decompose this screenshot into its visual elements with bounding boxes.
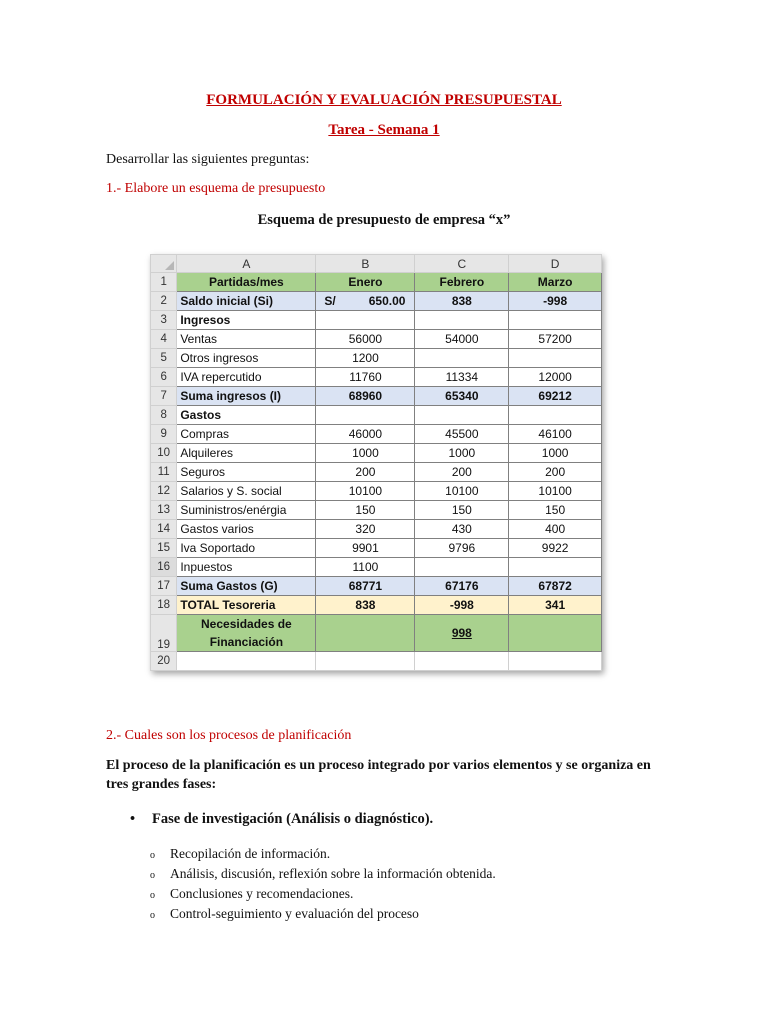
spreadsheet-image [150, 254, 602, 671]
row-label: Saldo inicial (Si) [177, 292, 316, 311]
column-header-row [151, 255, 602, 273]
empty-cell [415, 652, 509, 671]
label-line: Financiación [209, 635, 284, 649]
sub-list-item [150, 886, 353, 902]
row-number: 11 [151, 463, 177, 482]
paragraph: El proceso de la planificación es un proceso integrado por varios elementos y se organiza en tres grandes fases: [106, 758, 651, 792]
sub-item-text: Recopilación de información. [170, 846, 331, 861]
row-number: 9 [151, 425, 177, 444]
value-cell: 150 [415, 501, 509, 520]
row-label [177, 615, 316, 652]
document-title: FORMULACIÓN Y EVALUACIÓN PRESUPUESTAL [206, 92, 562, 108]
section-label: Gastos [177, 406, 316, 425]
saldo-enero-value: 650.00 [368, 294, 406, 308]
row-label: Inpuestos [177, 558, 316, 577]
value-cell: 320 [316, 520, 415, 539]
row-label: Iva Soportado [177, 539, 316, 558]
table-row [151, 615, 602, 652]
header-cell: Febrero [415, 273, 509, 292]
value-cell: 56000 [316, 330, 415, 349]
value-cell: 9796 [415, 539, 509, 558]
header-cell: Enero [316, 273, 415, 292]
section-label: Ingresos [177, 311, 316, 330]
row-number: 15 [151, 539, 177, 558]
table-row [151, 501, 602, 520]
value-cell: 46000 [316, 425, 415, 444]
select-all-corner [151, 255, 177, 273]
table-row [151, 273, 602, 292]
value-cell: 200 [509, 463, 602, 482]
row-number: 16 [151, 558, 177, 577]
value-cell: 200 [415, 463, 509, 482]
table-row [151, 330, 602, 349]
empty-cell [509, 311, 602, 330]
empty-cell [316, 652, 415, 671]
row-label: Ventas [177, 330, 316, 349]
table-row [151, 652, 602, 671]
sub-item-text: Conclusiones y recomendaciones. [170, 886, 354, 901]
column-letter: B [316, 255, 415, 273]
value-cell: 45500 [415, 425, 509, 444]
bullet-icon: • [130, 811, 136, 827]
column-letter: A [177, 255, 316, 273]
budget-scheme-title: Esquema de presupuesto de empresa “x” [257, 212, 511, 228]
sub-item-text: Control-seguimiento y evaluación del proceso [170, 906, 419, 921]
row-label: Salarios y S. social [177, 482, 316, 501]
table-row [151, 406, 602, 425]
value-cell: 838 [415, 292, 509, 311]
value-cell: 68960 [316, 387, 415, 406]
table-row [151, 311, 602, 330]
row-label: TOTAL Tesoreria [177, 596, 316, 615]
row-label: Otros ingresos [177, 349, 316, 368]
table-row [151, 539, 602, 558]
value-cell: 838 [316, 596, 415, 615]
row-number: 1 [151, 273, 177, 292]
value-cell [509, 558, 602, 577]
row-number: 19 [151, 615, 177, 652]
value-cell: 9901 [316, 539, 415, 558]
row-label: Seguros [177, 463, 316, 482]
value-cell: 430 [415, 520, 509, 539]
sub-list-item [150, 866, 496, 882]
row-number: 7 [151, 387, 177, 406]
row-label: Suma ingresos (I) [177, 387, 316, 406]
row-number: 18 [151, 596, 177, 615]
value-cell: 150 [316, 501, 415, 520]
value-cell: 998 [415, 615, 509, 652]
table-row [151, 387, 602, 406]
row-number: 12 [151, 482, 177, 501]
sub-item-text: Análisis, discusión, reflexión sobre la información obtenida. [170, 866, 496, 881]
value-cell: 57200 [509, 330, 602, 349]
row-number: 17 [151, 577, 177, 596]
header-cell: Partidas/mes [177, 273, 316, 292]
empty-cell [415, 406, 509, 425]
value-cell: 67872 [509, 577, 602, 596]
saldo-enero-cell [316, 292, 415, 311]
empty-cell [316, 406, 415, 425]
value-cell: 1100 [316, 558, 415, 577]
value-cell: 54000 [415, 330, 509, 349]
empty-cell [316, 615, 415, 652]
table-row [151, 482, 602, 501]
empty-cell [415, 311, 509, 330]
row-number: 13 [151, 501, 177, 520]
value-cell: 1000 [316, 444, 415, 463]
value-cell: 10100 [316, 482, 415, 501]
table-row [151, 463, 602, 482]
sub-list-item [150, 846, 330, 862]
table-row [151, 444, 602, 463]
row-number: 20 [151, 652, 177, 671]
table-row [151, 577, 602, 596]
bullet-text: Fase de investigación (Análisis o diagnóstico). [152, 811, 434, 827]
row-number: 8 [151, 406, 177, 425]
row-number: 4 [151, 330, 177, 349]
row-number: 2 [151, 292, 177, 311]
value-cell: 10100 [509, 482, 602, 501]
value-cell: 46100 [509, 425, 602, 444]
value-cell [415, 349, 509, 368]
value-cell: 150 [509, 501, 602, 520]
circle-bullet-icon: o [150, 910, 155, 921]
value-cell: 10100 [415, 482, 509, 501]
row-number: 10 [151, 444, 177, 463]
value-cell: 12000 [509, 368, 602, 387]
value-cell: 200 [316, 463, 415, 482]
empty-cell [509, 652, 602, 671]
document-subtitle: Tarea - Semana 1 [328, 122, 440, 138]
label-line: Necesidades de [201, 617, 292, 631]
row-label: Compras [177, 425, 316, 444]
value-cell: 400 [509, 520, 602, 539]
value-cell: -998 [415, 596, 509, 615]
circle-bullet-icon: o [150, 890, 155, 901]
value-cell: 1000 [509, 444, 602, 463]
column-letter: C [415, 255, 509, 273]
value-cell: 67176 [415, 577, 509, 596]
intro-text: Desarrollar las siguientes preguntas: [106, 152, 310, 167]
currency-symbol: S/ [324, 294, 336, 308]
empty-cell [177, 652, 316, 671]
question-1-heading: 1.- Elabore un esquema de presupuesto [106, 181, 326, 196]
value-cell: -998 [509, 292, 602, 311]
row-label: Gastos varios [177, 520, 316, 539]
row-number: 14 [151, 520, 177, 539]
table-row [151, 368, 602, 387]
empty-cell [509, 406, 602, 425]
value-cell: 11760 [316, 368, 415, 387]
table-row [151, 349, 602, 368]
row-number: 6 [151, 368, 177, 387]
value-cell [509, 349, 602, 368]
sub-list-item [150, 906, 419, 922]
table-row [151, 425, 602, 444]
value-cell: 1000 [415, 444, 509, 463]
empty-cell [316, 311, 415, 330]
table-row [151, 520, 602, 539]
row-number: 3 [151, 311, 177, 330]
row-label: Suministros/enérgia [177, 501, 316, 520]
header-cell: Marzo [509, 273, 602, 292]
column-letter: D [509, 255, 602, 273]
row-number: 5 [151, 349, 177, 368]
table-row [151, 558, 602, 577]
empty-cell [509, 615, 602, 652]
value-cell [415, 558, 509, 577]
value-cell: 69212 [509, 387, 602, 406]
value-cell: 341 [509, 596, 602, 615]
circle-bullet-icon: o [150, 870, 155, 881]
value-cell: 1200 [316, 349, 415, 368]
circle-bullet-icon: o [150, 850, 155, 861]
table-row [151, 292, 602, 311]
row-label: Suma Gastos (G) [177, 577, 316, 596]
budget-table [150, 254, 602, 671]
question-2-heading: 2.- Cuales son los procesos de planificación [106, 728, 352, 743]
value-cell: 9922 [509, 539, 602, 558]
value-cell: 68771 [316, 577, 415, 596]
value-cell: 11334 [415, 368, 509, 387]
bullet-item [130, 811, 433, 828]
row-label: Alquileres [177, 444, 316, 463]
row-label: IVA repercutido [177, 368, 316, 387]
value-cell: 65340 [415, 387, 509, 406]
table-row [151, 596, 602, 615]
